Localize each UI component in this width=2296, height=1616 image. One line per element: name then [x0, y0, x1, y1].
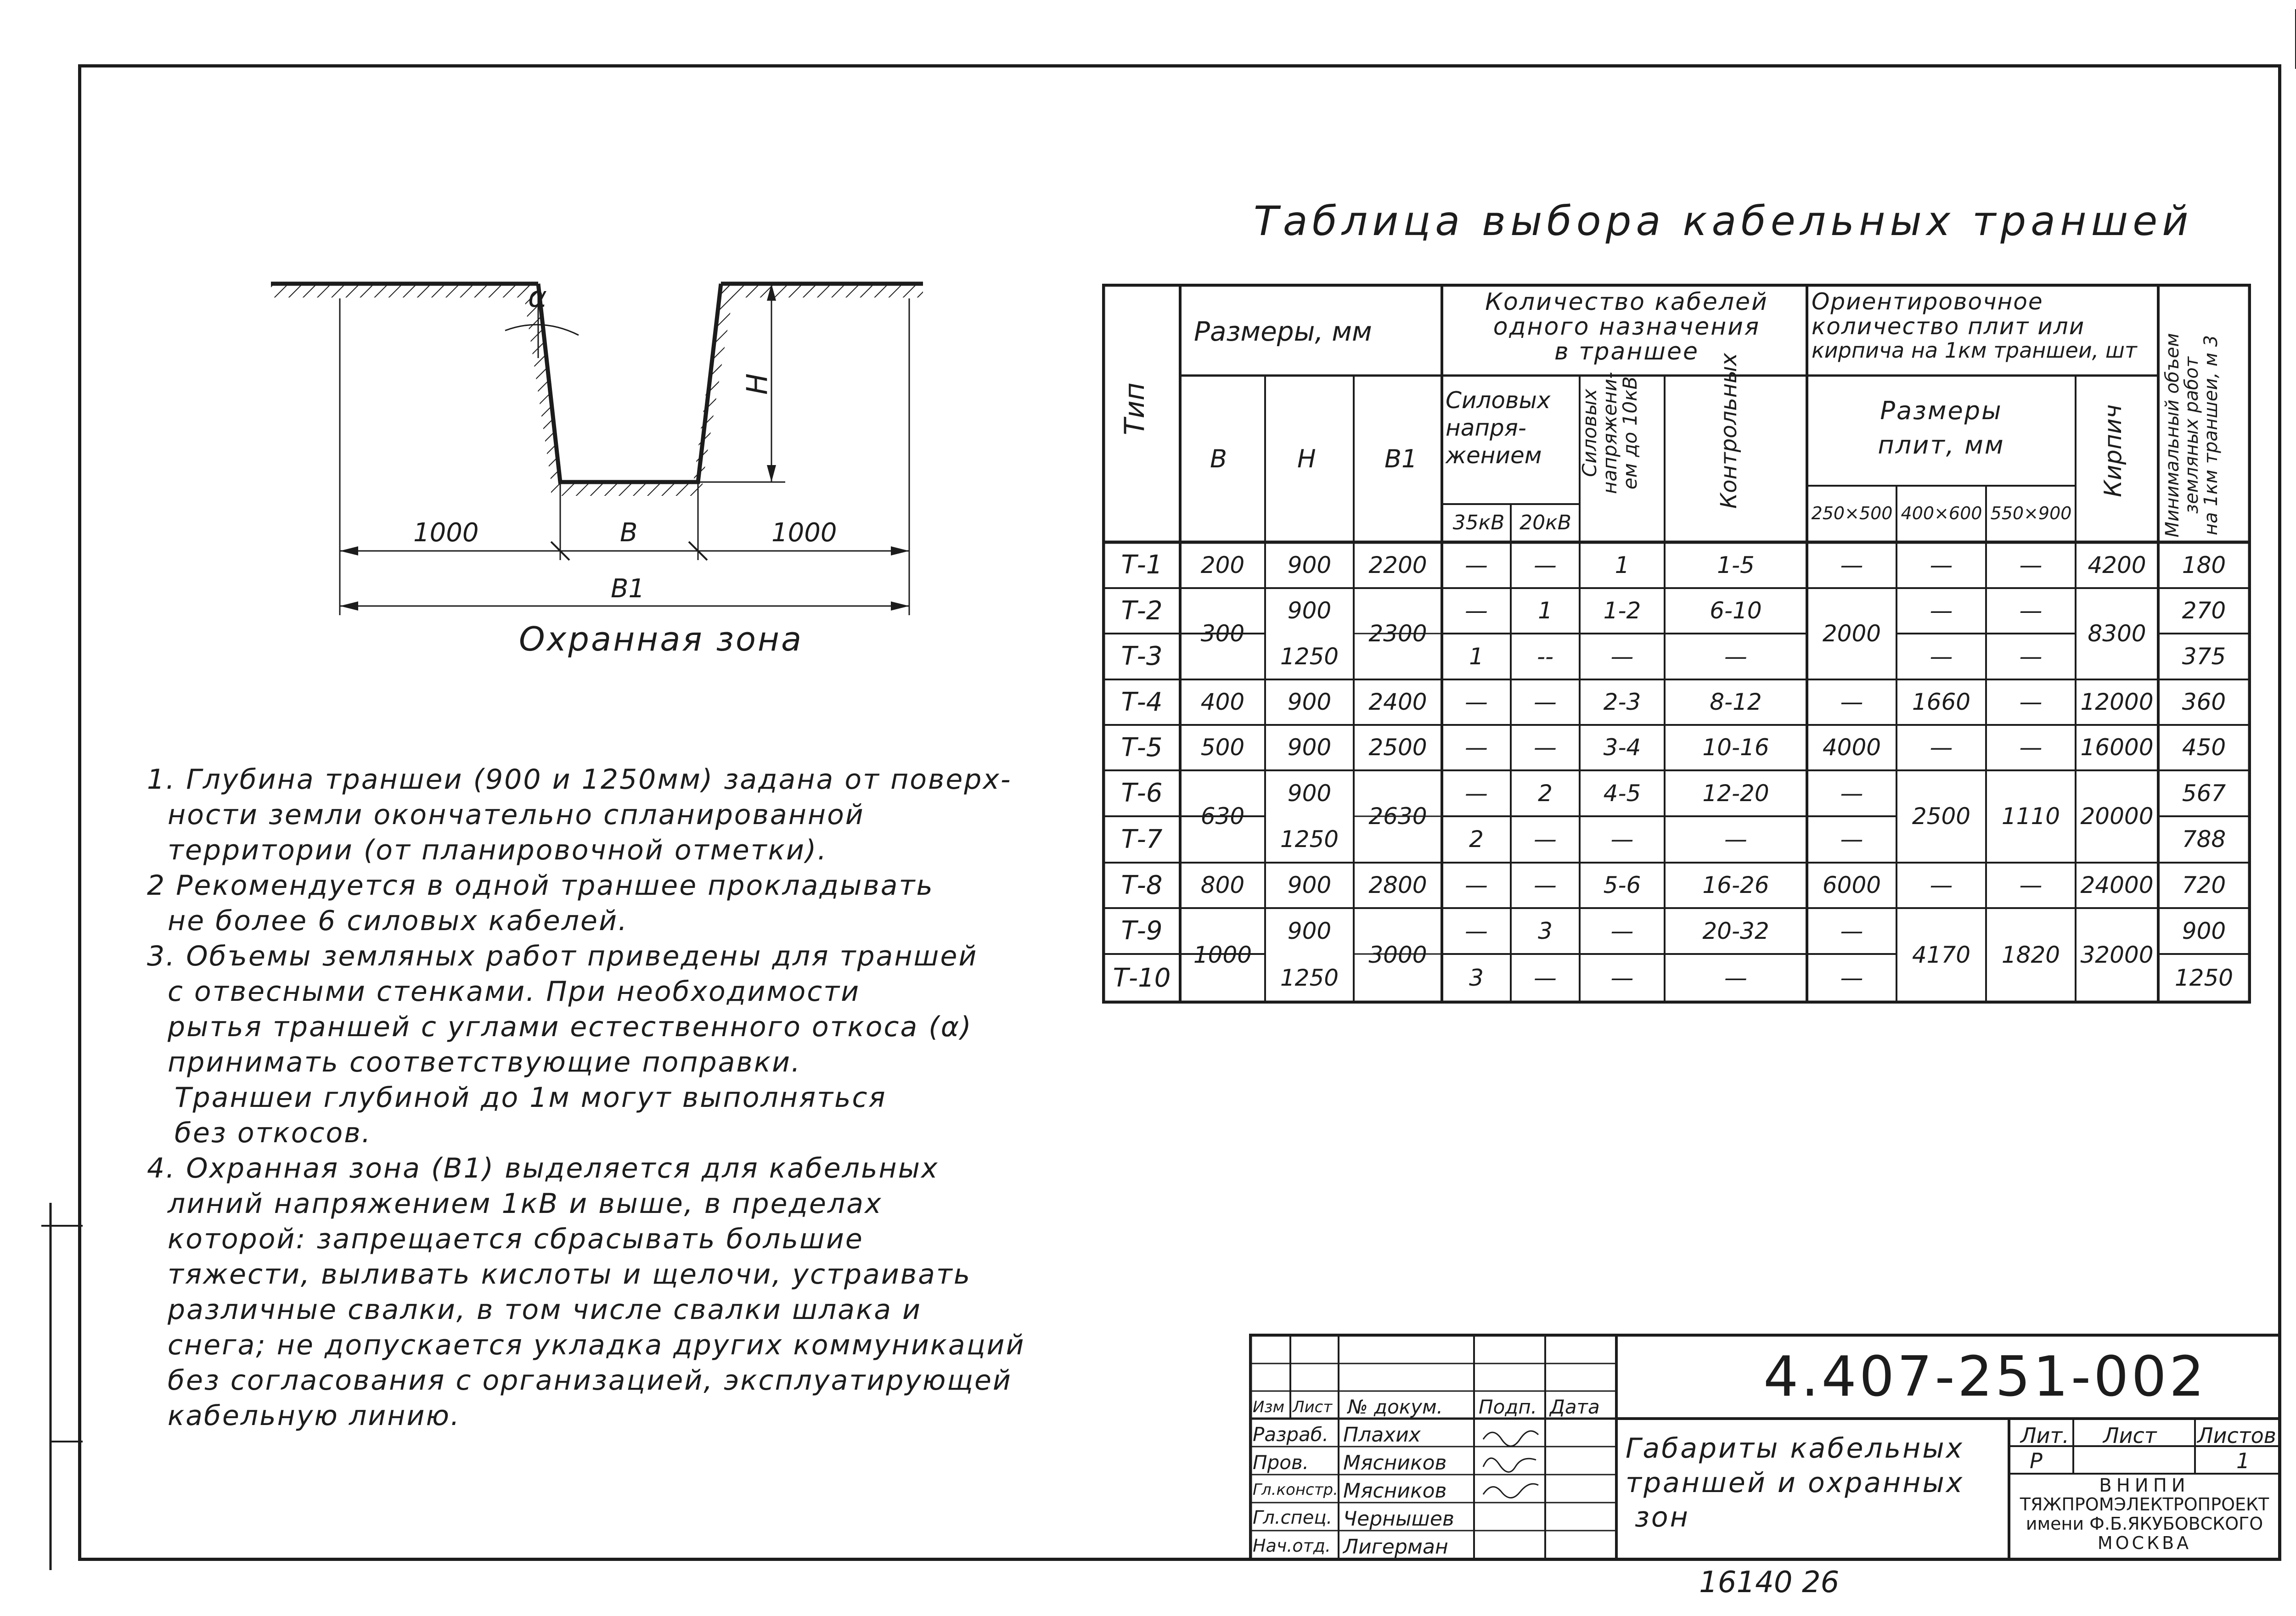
- table-cell-p1: —: [1840, 552, 1863, 578]
- note-line: без откосов.: [174, 1117, 372, 1149]
- table-cell-p1: 6000: [1822, 872, 1881, 898]
- header-qty-2: одного назначения: [1493, 313, 1761, 341]
- table-cell-kv35: —: [1465, 689, 1488, 715]
- header-b: B: [1210, 444, 1227, 473]
- table-cell-p3: 1110: [2001, 803, 2060, 830]
- right-margin-label: 1000: [771, 518, 837, 548]
- b1-label: B1: [611, 574, 645, 604]
- header-h: H: [1297, 444, 1316, 473]
- table-cell-h: 900: [1287, 552, 1332, 578]
- table-cell-type: Т-4: [1121, 687, 1163, 717]
- table-cell-type: Т-8: [1121, 870, 1163, 900]
- table-cell-p3: 1820: [2001, 942, 2060, 968]
- table-cell-ctrl: 1-5: [1717, 552, 1755, 578]
- stamp-col-izm: Изм: [1253, 1398, 1285, 1416]
- table-cell-b1: 2200: [1368, 552, 1427, 578]
- stamp-name: Лигерман: [1343, 1535, 1448, 1559]
- table-cell-vol: 788: [2182, 826, 2226, 853]
- stamp-sheets-label: Листов: [2197, 1423, 2276, 1448]
- table-cell-kv20: —: [1534, 552, 1557, 578]
- table-cell-kv20: --: [1536, 643, 1554, 670]
- table-cell-h: 900: [1287, 734, 1332, 761]
- table-cell-kv35: —: [1465, 597, 1488, 624]
- table-cell-brick: 4200: [2088, 552, 2146, 578]
- note-line: снега; не допускается укладка других коммуникаций: [168, 1329, 1025, 1361]
- table-cell-p2: 1660: [1912, 689, 1971, 715]
- table-cell-kv10: 1: [1615, 552, 1630, 578]
- table-cell-h: 900: [1287, 780, 1332, 807]
- trench-diagram: [257, 257, 974, 670]
- table-cell-vol: 900: [2182, 918, 2226, 944]
- table-cell-kv20: 3: [1538, 918, 1553, 944]
- table-cell-brick: 32000: [2080, 942, 2154, 968]
- table-cell-kv10: 5-6: [1603, 872, 1641, 898]
- table-cell-kv20: 2: [1538, 780, 1553, 807]
- note-line: 1. Глубина траншеи (900 и 1250мм) задана от поверх-: [147, 763, 1012, 796]
- table-cell-brick: 16000: [2080, 734, 2154, 761]
- table-cell-p2: 4170: [1912, 942, 1971, 968]
- document-number: 4.407-251-002: [1763, 1345, 2207, 1409]
- table-cell-kv20: —: [1534, 965, 1557, 991]
- table-cell-p2: —: [1930, 734, 1953, 761]
- table-cell-vol: 180: [2182, 552, 2226, 578]
- note-line: которой: запрещается сбрасывать большие: [168, 1223, 864, 1255]
- note-line: не более 6 силовых кабелей.: [168, 905, 629, 937]
- table-cell-kv20: —: [1534, 689, 1557, 715]
- stamp-col-doc: № докум.: [1348, 1396, 1443, 1418]
- table-cell-vol: 450: [2182, 734, 2226, 761]
- note-line: Траншеи глубиной до 1м могут выполняться: [174, 1082, 887, 1114]
- table-cell-vol: 1250: [2174, 965, 2234, 991]
- table-cell-kv20: 1: [1538, 597, 1553, 624]
- note-line: тяжести, выливать кислоты и щелочи, устраивать: [168, 1258, 972, 1291]
- table-cell-type: Т-1: [1121, 550, 1163, 580]
- table-cell-h: 1250: [1280, 965, 1339, 991]
- table-cell-kv35: 1: [1469, 643, 1484, 670]
- stamp-col-list: Лист: [1293, 1398, 1333, 1416]
- archive-number: 16140 26: [1699, 1566, 1840, 1599]
- stamp-name: Мясников: [1343, 1479, 1447, 1503]
- table-cell-b: 300: [1200, 620, 1245, 647]
- note-line: 2 Рекомендуется в одной траншее прокладывать: [147, 870, 934, 902]
- header-power-3: жением: [1446, 442, 1542, 469]
- table-cell-type: Т-5: [1121, 733, 1163, 763]
- table-cell-kv10: 4-5: [1603, 780, 1641, 807]
- table-cell-b1: 2630: [1368, 803, 1427, 830]
- note-line: принимать соответствующие поправки.: [168, 1046, 802, 1078]
- note-line: 3. Объемы земляных работ приведены для траншей: [147, 940, 978, 972]
- stamp-sheet-label: Лист: [2103, 1423, 2157, 1448]
- org-line-3: имени Ф.Б.ЯКУБОВСКОГО: [2026, 1514, 2263, 1534]
- table-cell-p1: —: [1840, 826, 1863, 853]
- table-cell-ctrl: —: [1724, 826, 1747, 853]
- table-cell-b: 500: [1200, 734, 1245, 761]
- table-cell-h: 1250: [1280, 643, 1339, 670]
- table-cell-b1: 2400: [1368, 689, 1427, 715]
- table-cell-ctrl: —: [1724, 643, 1747, 670]
- stamp-sheets-value: 1: [2236, 1448, 2250, 1473]
- table-cell-ctrl: 20-32: [1702, 918, 1769, 944]
- stamp-role: Гл.констр.: [1253, 1481, 1338, 1499]
- table-cell-kv20: —: [1534, 826, 1557, 853]
- table-cell-h: 900: [1287, 872, 1332, 898]
- note-line: 4. Охранная зона (B1) выделяется для кабельных: [147, 1152, 939, 1184]
- stamp-role: Разраб.: [1253, 1423, 1329, 1446]
- h-label: H: [740, 373, 774, 395]
- cable-trench-table: [1102, 284, 2251, 1004]
- table-cell-brick: 8300: [2088, 620, 2146, 647]
- stamp-title-2: траншей и охранных: [1626, 1467, 1964, 1499]
- table-cell-ctrl: 12-20: [1702, 780, 1769, 807]
- table-cell-p1: 2000: [1822, 620, 1881, 647]
- stamp-lit-value: Р: [2030, 1448, 2043, 1473]
- header-plates-1: Ориентировочное: [1812, 288, 2043, 315]
- table-cell-brick: 12000: [2080, 689, 2154, 715]
- table-cell-ctrl: —: [1724, 965, 1747, 991]
- header-plates-3: кирпича на 1км траншеи, шт: [1812, 338, 2137, 363]
- table-cell-h: 1250: [1280, 826, 1339, 853]
- table-cell-brick: 24000: [2080, 872, 2154, 898]
- table-cell-p1: 4000: [1822, 734, 1881, 761]
- stamp-col-date: Дата: [1550, 1396, 1600, 1418]
- stamp-title-1: Габариты кабельных: [1626, 1432, 1964, 1464]
- signatures: [1479, 1421, 1543, 1504]
- table-cell-kv10: —: [1610, 965, 1634, 991]
- table-title: Таблица выбора кабельных траншей: [1254, 197, 2193, 245]
- stamp-name: Плахих: [1343, 1423, 1421, 1447]
- stamp-title-3: зон: [1635, 1501, 1690, 1533]
- table-cell-kv35: —: [1465, 918, 1488, 944]
- table-cell-ctrl: 8-12: [1710, 689, 1762, 715]
- header-plate-250x500: 250×500: [1811, 503, 1893, 523]
- table-cell-ctrl: 16-26: [1702, 872, 1769, 898]
- left-margin-label: 1000: [413, 518, 479, 548]
- header-qty-3: в траншее: [1554, 338, 1699, 365]
- header-plate-400x600: 400×600: [1901, 503, 1982, 523]
- stamp-name: Мясников: [1343, 1451, 1447, 1475]
- b-label: B: [620, 518, 638, 548]
- table-cell-kv35: —: [1465, 780, 1488, 807]
- table-cell-kv20: —: [1534, 734, 1557, 761]
- table-cell-p3: —: [2019, 643, 2043, 670]
- table-cell-kv20: —: [1534, 872, 1557, 898]
- table-cell-type: Т-9: [1121, 916, 1163, 946]
- notes-block: [147, 762, 1093, 1434]
- table-cell-vol: 360: [2182, 689, 2226, 715]
- table-cell-kv35: —: [1465, 872, 1488, 898]
- table-cell-vol: 270: [2182, 597, 2226, 624]
- header-power-2: напря-: [1446, 415, 1526, 441]
- table-cell-p3: —: [2019, 734, 2043, 761]
- binding-margin-marks: [41, 1203, 83, 1570]
- table-cell-b1: 2500: [1368, 734, 1427, 761]
- header-plate-sizes-2: плит, мм: [1878, 431, 2005, 460]
- table-cell-p2: —: [1930, 597, 1953, 624]
- table-cell-type: Т-6: [1121, 778, 1163, 808]
- note-line: ности земли окончательно спланированной: [168, 799, 865, 831]
- table-cell-p3: —: [2019, 689, 2043, 715]
- note-line: кабельную линию.: [168, 1400, 461, 1432]
- stamp-col-sign: Подп.: [1479, 1396, 1537, 1418]
- table-cell-ctrl: 6-10: [1710, 597, 1762, 624]
- header-plate-550x900: 550×900: [1990, 503, 2072, 523]
- table-cell-kv10: 1-2: [1603, 597, 1641, 624]
- note-line: с отвесными стенками. При необходимости: [168, 976, 861, 1008]
- table-cell-kv10: —: [1610, 643, 1634, 670]
- table-cell-type: Т-7: [1121, 825, 1163, 854]
- header-sizes: Размеры, мм: [1194, 316, 1372, 347]
- header-brick: Кирпич: [2099, 404, 2127, 497]
- table-cell-p3: —: [2019, 552, 2043, 578]
- header-power-10kv: Силовых напряжени- ем до 10кВ: [1578, 371, 1642, 494]
- table-cell-h: 900: [1287, 689, 1332, 715]
- table-cell-p3: —: [2019, 872, 2043, 898]
- org-line-4: МОСКВА: [2097, 1533, 2192, 1553]
- table-cell-b1: 2800: [1368, 872, 1427, 898]
- header-power-1: Силовых: [1446, 387, 1551, 414]
- header-type: Тип: [1119, 382, 1151, 435]
- table-cell-type: Т-10: [1113, 963, 1171, 993]
- org-line-1: ВНИПИ: [2099, 1475, 2190, 1496]
- table-cell-b: 400: [1200, 689, 1245, 715]
- table-cell-p2: 2500: [1912, 803, 1971, 830]
- note-line: рытья траншей с углами естественного откоса (α): [168, 1011, 973, 1043]
- alpha-label: α: [528, 280, 547, 314]
- table-cell-b1: 3000: [1368, 942, 1427, 968]
- table-cell-vol: 567: [2182, 780, 2226, 807]
- table-cell-p2: —: [1930, 872, 1953, 898]
- table-cell-ctrl: 10-16: [1702, 734, 1769, 761]
- header-plates-2: количество плит или: [1812, 313, 2085, 340]
- header-volume: Минимальный объем земляных работ на 1км траншеи, м 3: [2162, 333, 2222, 538]
- diagram-caption: Охранная зона: [519, 620, 804, 658]
- note-line: линий напряжением 1кВ и выше, в пределах: [168, 1188, 883, 1220]
- table-cell-b: 1000: [1193, 942, 1252, 968]
- stamp-role: Пров.: [1253, 1451, 1309, 1474]
- table-cell-type: Т-3: [1121, 641, 1163, 671]
- table-cell-kv35: 3: [1469, 965, 1484, 991]
- header-35kv: 35кВ: [1452, 511, 1505, 534]
- table-cell-type: Т-2: [1121, 596, 1163, 626]
- table-cell-vol: 375: [2182, 643, 2226, 670]
- table-cell-p1: —: [1840, 780, 1863, 807]
- table-cell-kv35: —: [1465, 552, 1488, 578]
- org-line-2: ТЯЖПРОМЭЛЕКТРОПРОЕКТ: [2020, 1494, 2269, 1515]
- note-line: территории (от планировочной отметки).: [168, 834, 828, 866]
- table-cell-kv35: 2: [1469, 826, 1484, 853]
- table-cell-kv10: 3-4: [1603, 734, 1641, 761]
- table-cell-b: 200: [1200, 552, 1245, 578]
- stamp-name: Чернышев: [1343, 1507, 1454, 1531]
- table-cell-kv10: 2-3: [1603, 689, 1641, 715]
- header-b1: B1: [1384, 444, 1418, 473]
- table-cell-p2: —: [1930, 643, 1953, 670]
- table-cell-p3: —: [2019, 597, 2043, 624]
- table-cell-b1: 2300: [1368, 620, 1427, 647]
- table-cell-kv10: —: [1610, 918, 1634, 944]
- stamp-role: Гл.спец.: [1253, 1507, 1333, 1528]
- table-cell-vol: 720: [2182, 872, 2226, 898]
- stamp-role: Нач.отд.: [1253, 1536, 1331, 1556]
- header-plate-sizes-1: Размеры: [1880, 396, 2003, 425]
- table-cell-h: 900: [1287, 597, 1332, 624]
- table-cell-h: 900: [1287, 918, 1332, 944]
- note-line: без согласования с организацией, эксплуатирующей: [168, 1364, 1012, 1397]
- table-cell-p1: —: [1840, 918, 1863, 944]
- table-cell-brick: 20000: [2080, 803, 2154, 830]
- note-line: различные свалки, в том числе свалки шлака и: [168, 1294, 922, 1326]
- table-cell-b: 800: [1200, 872, 1245, 898]
- table-cell-b: 630: [1200, 803, 1245, 830]
- header-qty-1: Количество кабелей: [1485, 288, 1768, 316]
- table-cell-kv35: —: [1465, 734, 1488, 761]
- table-cell-p1: —: [1840, 965, 1863, 991]
- header-control: Контрольных: [1716, 353, 1742, 509]
- table-cell-p1: —: [1840, 689, 1863, 715]
- table-cell-p2: —: [1930, 552, 1953, 578]
- table-cell-kv10: —: [1610, 826, 1634, 853]
- stamp-lit-label: Лит.: [2020, 1423, 2069, 1448]
- header-20kv: 20кВ: [1519, 511, 1571, 534]
